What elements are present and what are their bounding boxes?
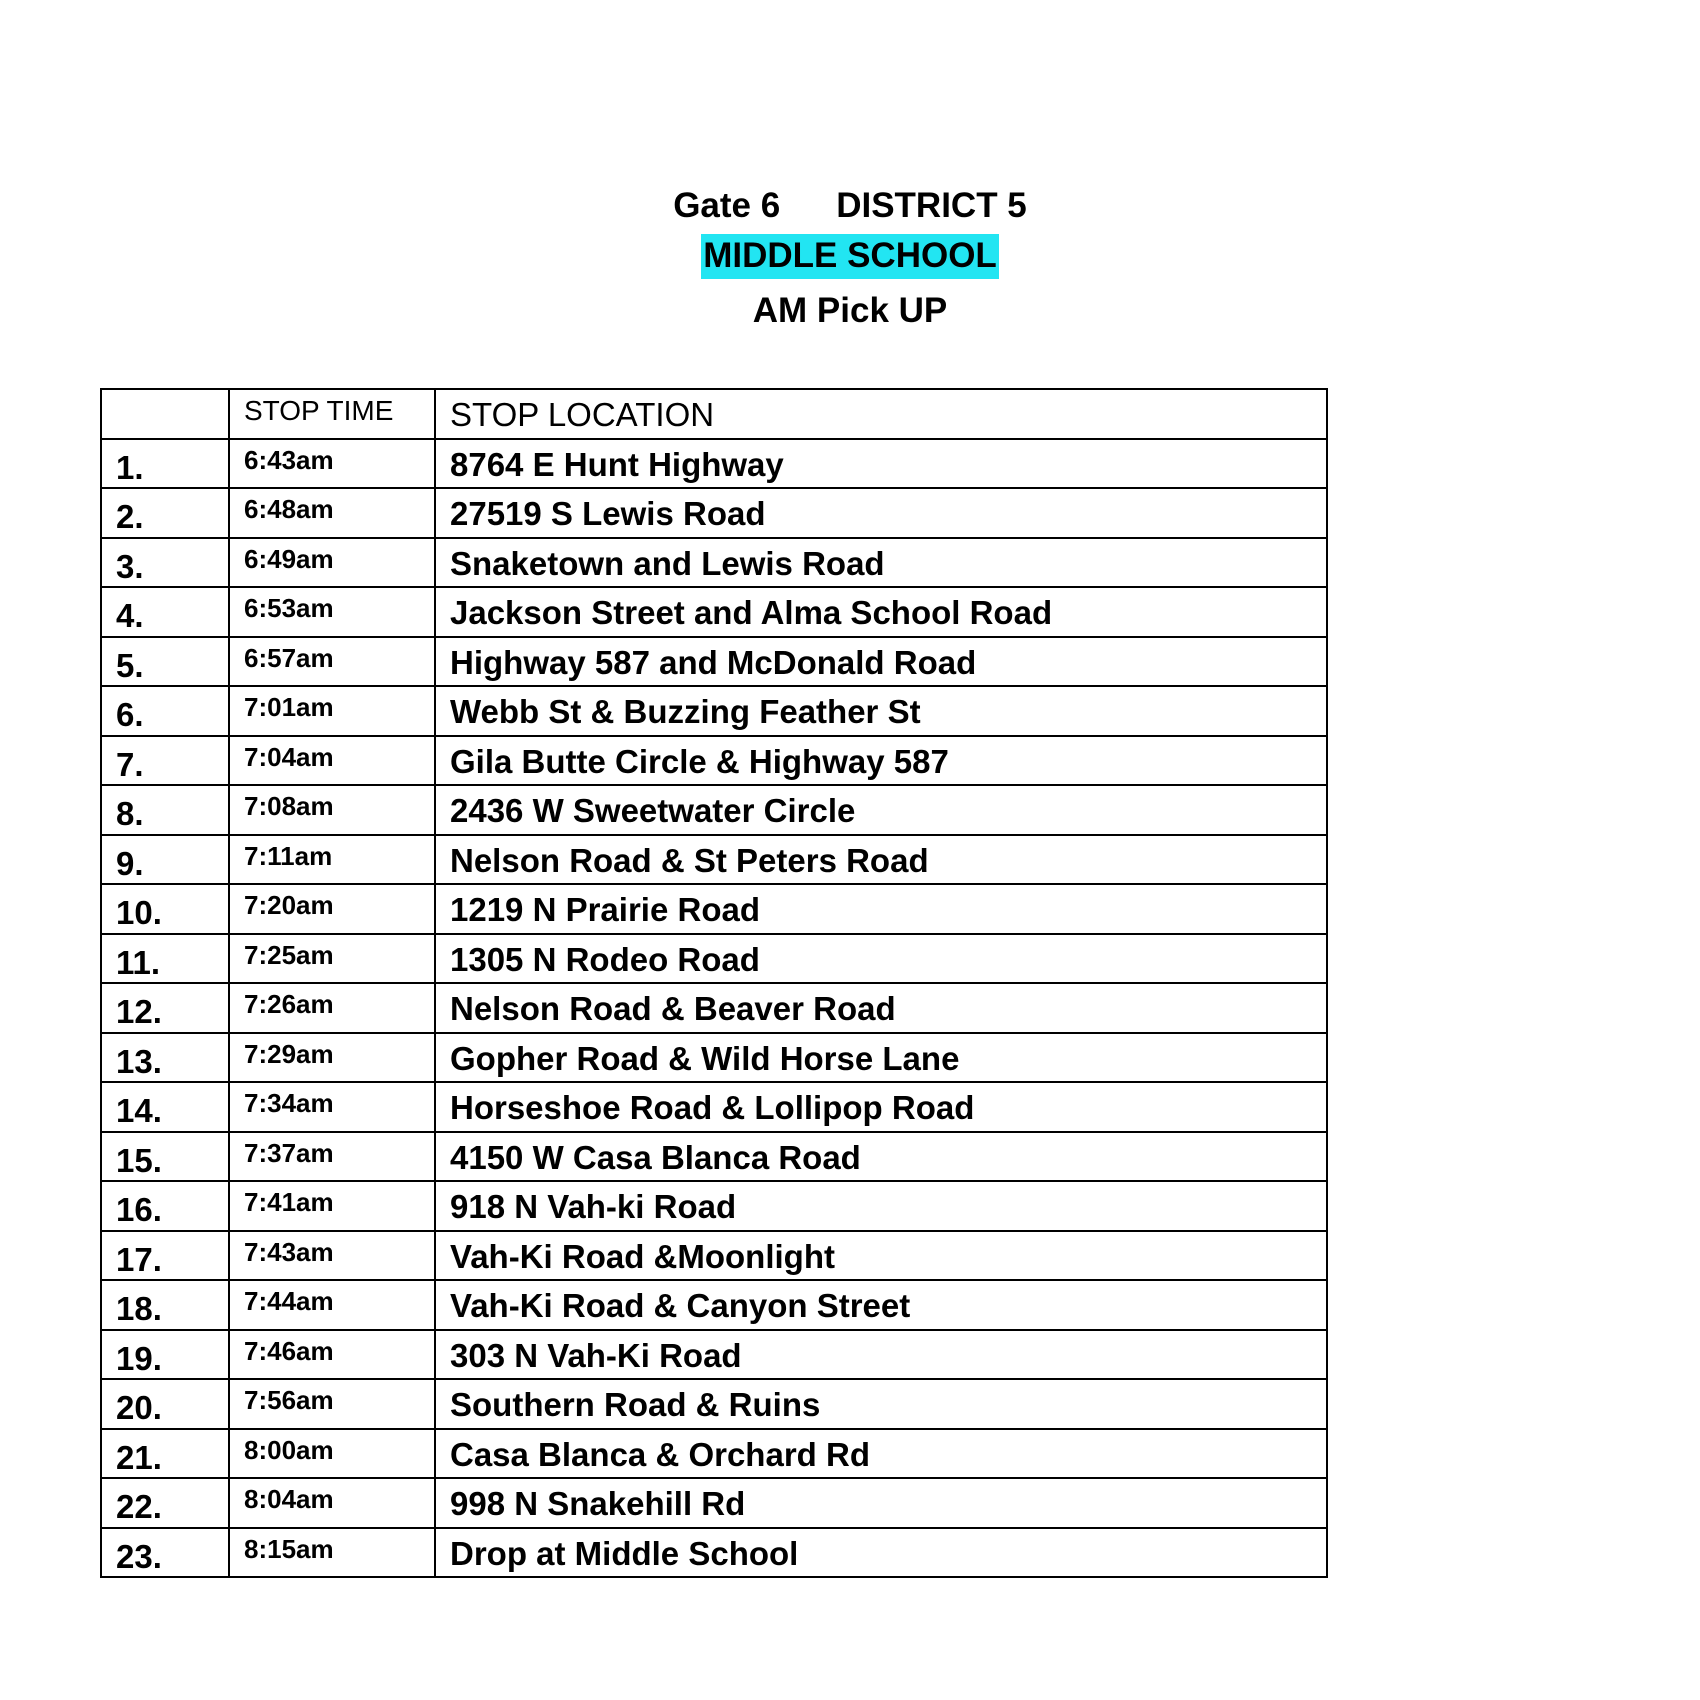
school-level-heading <box>0 234 1700 278</box>
stop-time: 8:04am <box>229 1478 435 1528</box>
stop-time: 7:34am <box>229 1082 435 1132</box>
table-row <box>101 1528 1327 1578</box>
stop-time: 6:53am <box>229 587 435 637</box>
stop-location: Gila Butte Circle & Highway 587 <box>435 736 1327 786</box>
stop-time: 6:49am <box>229 538 435 588</box>
stop-location: Gopher Road & Wild Horse Lane <box>435 1033 1327 1083</box>
stop-time: 7:26am <box>229 983 435 1033</box>
stop-number: 20. <box>101 1379 229 1429</box>
stop-location: Highway 587 and McDonald Road <box>435 637 1327 687</box>
stop-location: Jackson Street and Alma School Road <box>435 587 1327 637</box>
stop-number: 14. <box>101 1082 229 1132</box>
stop-location: 4150 W Casa Blanca Road <box>435 1132 1327 1182</box>
stop-time: 7:44am <box>229 1280 435 1330</box>
table-row <box>101 1181 1327 1231</box>
stop-number: 11. <box>101 934 229 984</box>
stop-time: 7:11am <box>229 835 435 885</box>
stop-number: 15. <box>101 1132 229 1182</box>
stop-time: 7:08am <box>229 785 435 835</box>
table-row <box>101 538 1327 588</box>
stop-location: Snaketown and Lewis Road <box>435 538 1327 588</box>
stop-number: 9. <box>101 835 229 885</box>
stop-number: 17. <box>101 1231 229 1281</box>
table-row <box>101 1231 1327 1281</box>
stop-time: 8:15am <box>229 1528 435 1578</box>
column-header-stop-time: STOP TIME <box>229 389 435 439</box>
table-row <box>101 1033 1327 1083</box>
stop-location: 998 N Snakehill Rd <box>435 1478 1327 1528</box>
table-row <box>101 1330 1327 1380</box>
stop-number: 3. <box>101 538 229 588</box>
stop-number: 21. <box>101 1429 229 1479</box>
stop-time: 7:43am <box>229 1231 435 1281</box>
stop-location: Drop at Middle School <box>435 1528 1327 1578</box>
stop-number: 18. <box>101 1280 229 1330</box>
stop-location: 8764 E Hunt Highway <box>435 439 1327 489</box>
stop-location: 918 N Vah-ki Road <box>435 1181 1327 1231</box>
stop-time: 7:41am <box>229 1181 435 1231</box>
stop-time: 7:04am <box>229 736 435 786</box>
stop-number: 2. <box>101 488 229 538</box>
table-row <box>101 835 1327 885</box>
stop-location: Webb St & Buzzing Feather St <box>435 686 1327 736</box>
stop-time: 7:01am <box>229 686 435 736</box>
column-header-number <box>101 389 229 439</box>
table-body <box>101 439 1327 1578</box>
table-row <box>101 884 1327 934</box>
stop-time: 7:56am <box>229 1379 435 1429</box>
page-title <box>0 184 1700 228</box>
stop-time: 7:20am <box>229 884 435 934</box>
table-row <box>101 488 1327 538</box>
stop-location: Horseshoe Road & Lollipop Road <box>435 1082 1327 1132</box>
stop-number: 5. <box>101 637 229 687</box>
stop-location: Vah-Ki Road &Moonlight <box>435 1231 1327 1281</box>
stop-number: 22. <box>101 1478 229 1528</box>
school-level-label: MIDDLE SCHOOL <box>701 234 999 279</box>
table-row <box>101 637 1327 687</box>
stop-time: 7:25am <box>229 934 435 984</box>
stop-time: 6:43am <box>229 439 435 489</box>
schedule-type-heading: AM Pick UP <box>752 291 948 330</box>
table-row <box>101 439 1327 489</box>
stop-number: 6. <box>101 686 229 736</box>
stop-number: 19. <box>101 1330 229 1380</box>
gate-label: Gate 6 <box>673 186 781 225</box>
stop-location: Nelson Road & Beaver Road <box>435 983 1327 1033</box>
table-row <box>101 1082 1327 1132</box>
stop-number: 4. <box>101 587 229 637</box>
stop-location: Southern Road & Ruins <box>435 1379 1327 1429</box>
table-row <box>101 1280 1327 1330</box>
stop-number: 16. <box>101 1181 229 1231</box>
stop-number: 13. <box>101 1033 229 1083</box>
table-row <box>101 983 1327 1033</box>
stop-location: 1305 N Rodeo Road <box>435 934 1327 984</box>
stop-schedule-table <box>100 388 1328 1578</box>
stop-number: 7. <box>101 736 229 786</box>
stop-number: 8. <box>101 785 229 835</box>
table-row <box>101 1132 1327 1182</box>
stop-time: 7:46am <box>229 1330 435 1380</box>
table-row <box>101 1379 1327 1429</box>
table-row <box>101 785 1327 835</box>
stop-time: 7:29am <box>229 1033 435 1083</box>
table-row <box>101 736 1327 786</box>
stop-location: Nelson Road & St Peters Road <box>435 835 1327 885</box>
stop-location: 1219 N Prairie Road <box>435 884 1327 934</box>
stop-number: 1. <box>101 439 229 489</box>
stop-number: 10. <box>101 884 229 934</box>
stop-time: 6:48am <box>229 488 435 538</box>
stop-location: Vah-Ki Road & Canyon Street <box>435 1280 1327 1330</box>
table-row <box>101 1429 1327 1479</box>
stop-location: 27519 S Lewis Road <box>435 488 1327 538</box>
table-header-row <box>101 389 1327 439</box>
stop-time: 7:37am <box>229 1132 435 1182</box>
stop-location: 2436 W Sweetwater Circle <box>435 785 1327 835</box>
table-row <box>101 587 1327 637</box>
stop-time: 8:00am <box>229 1429 435 1479</box>
stop-time: 6:57am <box>229 637 435 687</box>
column-header-stop-location: STOP LOCATION <box>435 389 1327 439</box>
stop-number: 23. <box>101 1528 229 1578</box>
table-row <box>101 686 1327 736</box>
table-row <box>101 934 1327 984</box>
district-label: DISTRICT 5 <box>836 186 1027 225</box>
stop-location: 303 N Vah-Ki Road <box>435 1330 1327 1380</box>
stop-location: Casa Blanca & Orchard Rd <box>435 1429 1327 1479</box>
table-row <box>101 1478 1327 1528</box>
stop-number: 12. <box>101 983 229 1033</box>
